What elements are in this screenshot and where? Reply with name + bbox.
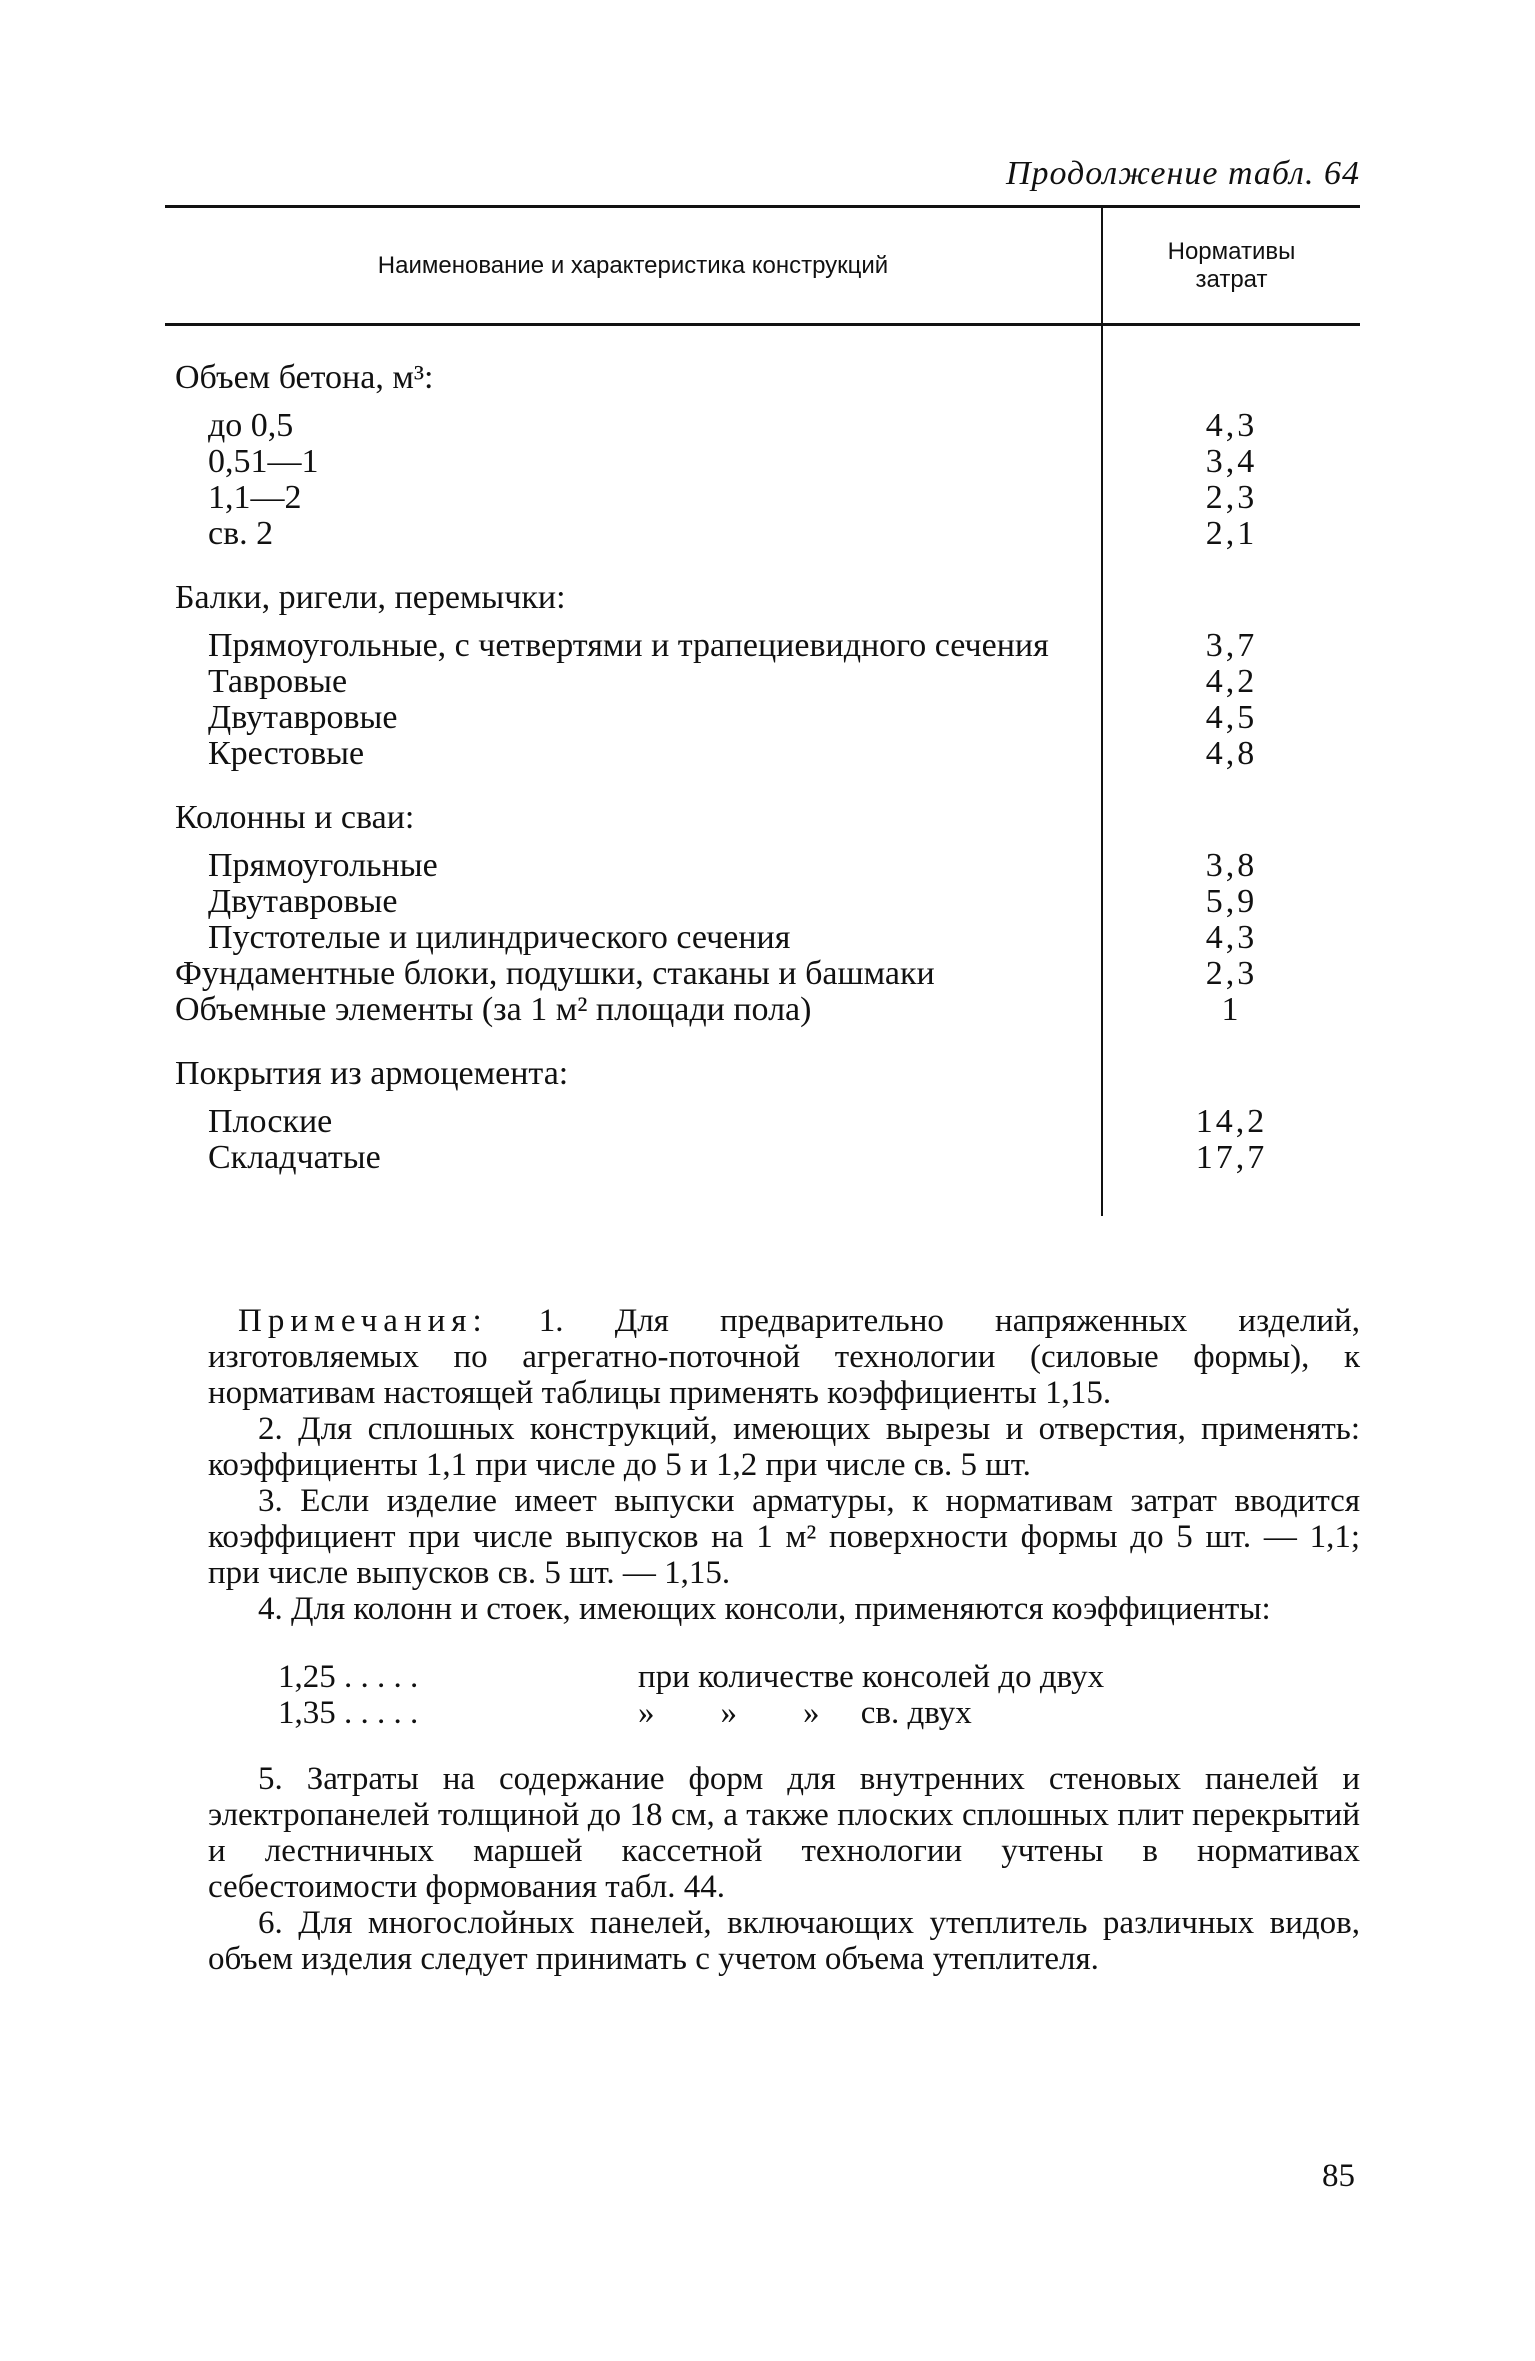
- table-row: [165, 920, 1360, 956]
- col-header-norms-line1: Нормативы: [1167, 237, 1296, 265]
- group-title-row: [165, 360, 1360, 396]
- row-value: 4,8: [1205, 735, 1258, 772]
- row-value: 3,7: [1205, 627, 1258, 664]
- group-title: Колонны и сваи:: [165, 800, 1102, 836]
- coefficient-list: [278, 1659, 1360, 1731]
- coefficient-value: 1,35 . . . . .: [278, 1695, 419, 1731]
- table-row: [165, 884, 1360, 920]
- table-row: [165, 1140, 1360, 1176]
- row-value: 2,3: [1205, 479, 1258, 516]
- coefficient-row: [278, 1695, 1360, 1731]
- coefficient-value: 1,25 . . . . .: [278, 1659, 419, 1695]
- row-name: 0,51—1: [165, 444, 1102, 480]
- row-value: 3,8: [1205, 847, 1258, 884]
- coefficient-condition: при количестве консолей до двух: [638, 1659, 1105, 1695]
- group-title-row: [165, 580, 1360, 616]
- group-title: Покрытия из армоцемента:: [165, 1056, 1102, 1092]
- row-name: Пустотелые и цилиндрического сечения: [165, 920, 1102, 956]
- table-row: [165, 516, 1360, 552]
- coefficient-condition: » » » св. двух: [638, 1695, 972, 1731]
- table-header-row: [165, 207, 1360, 325]
- row-name: Прямоугольные: [165, 848, 1102, 884]
- table-row: [165, 408, 1360, 444]
- row-name: Складчатые: [165, 1140, 1102, 1176]
- table-row: [165, 444, 1360, 480]
- document-page: [165, 150, 1360, 2300]
- note-1-text: 1. Для предварительно напряженных изделий, изготовляемых по агрегатно-поточной технологии (силовые формы), к нормативам настоящей таблицы применять коэффициенты 1,15.: [208, 1303, 1361, 1411]
- row-value: 2,1: [1205, 515, 1258, 552]
- table-caption: Продолжение табл. 64: [1005, 155, 1360, 192]
- row-name: Крестовые: [165, 736, 1102, 772]
- note-3: 3. Если изделие имеет выпуски арматуры, к нормативам затрат вводится коэффициент при числе выпусков на 1 м² поверхности формы до 5 шт. — 1,1; при числе выпусков св. 5 шт. — 1,15.: [208, 1483, 1360, 1591]
- row-name: Плоские: [165, 1104, 1102, 1140]
- table-row: [165, 664, 1360, 700]
- row-value: 1: [1221, 991, 1242, 1028]
- col-header-norms: [1102, 207, 1360, 325]
- note-4: 4. Для колонн и стоек, имеющих консоли, применяются коэффициенты:: [258, 1591, 1271, 1627]
- row-value: 3,4: [1205, 443, 1258, 480]
- notes-section: [208, 1303, 1360, 1977]
- group-title: Объем бетона, м³:: [165, 360, 1102, 396]
- table-row: [165, 848, 1360, 884]
- row-value: 4,5: [1205, 699, 1258, 736]
- norms-table: [165, 205, 1360, 1216]
- row-name: Двутавровые: [165, 884, 1102, 920]
- table-row: [165, 956, 1360, 992]
- row-name: Тавровые: [165, 664, 1102, 700]
- row-name: св. 2: [165, 516, 1102, 552]
- row-name: до 0,5: [165, 408, 1102, 444]
- col-header-norms-line2: затрат: [1195, 265, 1268, 293]
- row-name: Фундаментные блоки, подушки, стаканы и башмаки: [165, 956, 1102, 992]
- table-row: [165, 992, 1360, 1028]
- row-name: 1,1—2: [165, 480, 1102, 516]
- table-row: [165, 1104, 1360, 1140]
- row-value: 14,2: [1195, 1103, 1268, 1140]
- table-row: [165, 700, 1360, 736]
- row-name: Объемные элементы (за 1 м² площади пола): [165, 992, 1102, 1028]
- row-value: 17,7: [1195, 1139, 1268, 1176]
- note-2: 2. Для сплошных конструкций, имеющих вырезы и отверстия, применять: коэффициенты 1,1 при числе до 5 и 1,2 при числе св. 5 шт.: [208, 1411, 1360, 1483]
- notes-label: Примечания:: [238, 1303, 488, 1339]
- row-value: 4,3: [1205, 919, 1258, 956]
- row-value: 4,3: [1205, 407, 1258, 444]
- row-value: 4,2: [1205, 663, 1258, 700]
- group-title-row: [165, 800, 1360, 836]
- page-number: 85: [1322, 2158, 1355, 2194]
- coefficient-row: [278, 1659, 1360, 1695]
- table-row: [165, 480, 1360, 516]
- note-6: 6. Для многослойных панелей, включающих утеплитель различных видов, объем изделия следует принимать с учетом объема утеплителя.: [208, 1905, 1360, 1977]
- group-title-row: [165, 1056, 1360, 1092]
- table-row: [165, 736, 1360, 772]
- row-value: 5,9: [1205, 883, 1258, 920]
- table-row: [165, 628, 1360, 664]
- row-name: Прямоугольные, с четвертями и трапециевидного сечения: [165, 628, 1102, 664]
- col-header-name: Наименование и характеристика конструкций: [165, 207, 1102, 325]
- row-name: Двутавровые: [165, 700, 1102, 736]
- group-title: Балки, ригели, перемычки:: [165, 580, 1102, 616]
- row-value: 2,3: [1205, 955, 1258, 992]
- note-5: 5. Затраты на содержание форм для внутренних стеновых панелей и электропанелей толщиной до 18 см, а также плоских сплошных плит перекрытий и лестничных маршей кассетной технологии учтены в нормативах себестоимости формования табл. 44.: [208, 1761, 1360, 1905]
- note-1: [208, 1303, 1360, 1411]
